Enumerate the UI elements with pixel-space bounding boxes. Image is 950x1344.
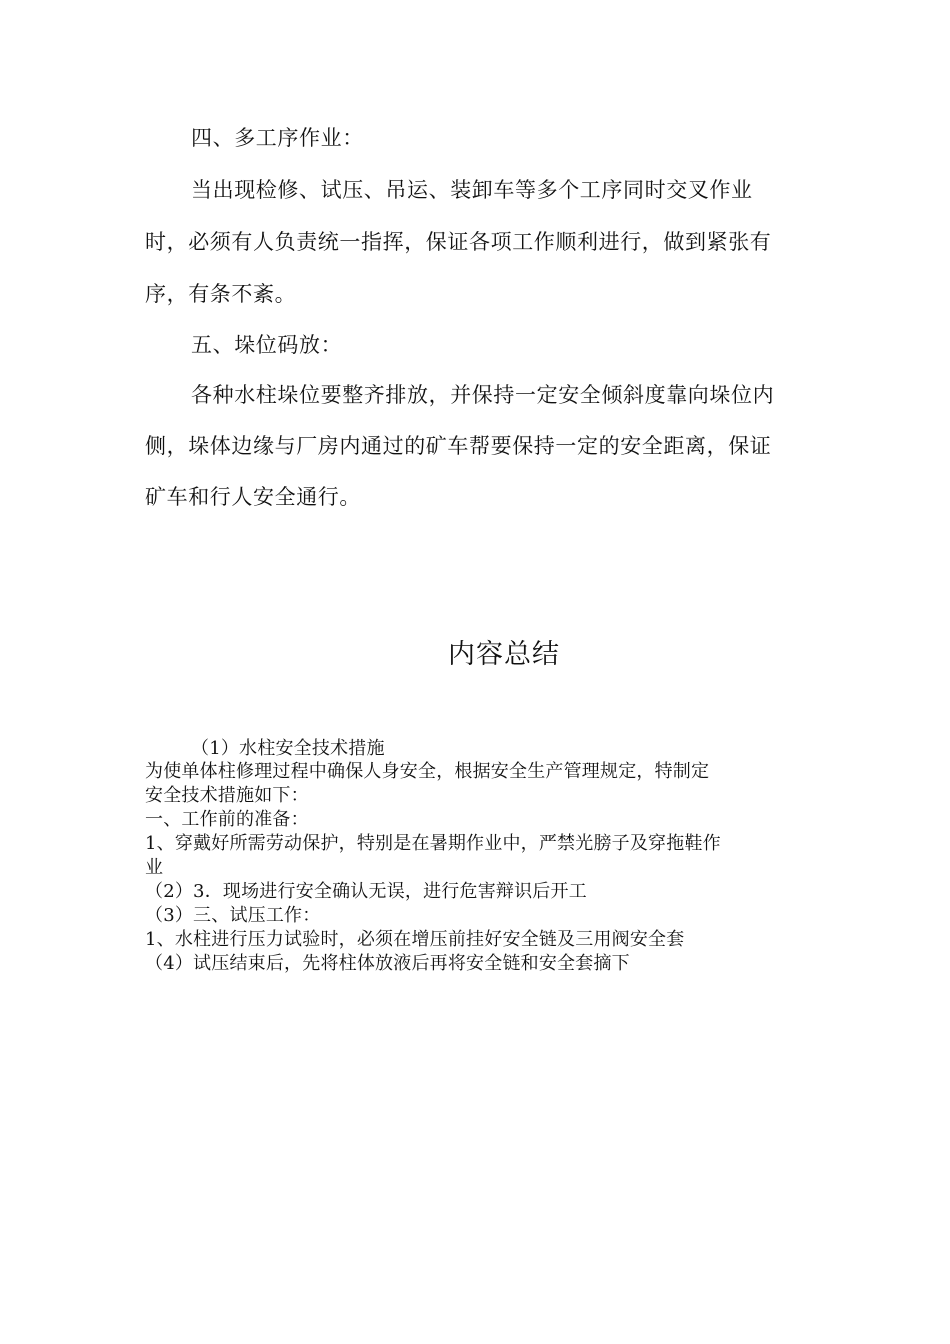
summary-line-10: （4）试压结束后，先将柱体放液后再将安全链和安全套摘下 (145, 953, 630, 974)
summary-line-7: （2）3．现场进行安全确认无误，进行危害辩识后开工 (145, 881, 587, 902)
section5-line-2: 侧，垛体边缘与厂房内通过的矿车帮要保持一定的安全距离，保证 (145, 434, 772, 458)
section5-line-3: 矿车和行人安全通行。 (145, 485, 361, 509)
summary-line-6: 业 (145, 857, 164, 878)
summary-line-8: （3）三、试压工作： (145, 905, 321, 926)
summary-line-5: 1、穿戴好所需劳动保护，特别是在暑期作业中，严禁光膀子及穿拖鞋作 (145, 833, 721, 854)
summary-line-2: 为使单体柱修理过程中确保人身安全，根据安全生产管理规定，特制定 (145, 761, 710, 782)
section4-line-3: 序，有条不紊。 (145, 282, 297, 306)
summary-line-3: 安全技术措施如下： (145, 785, 309, 806)
section4-line-1: 当出现检修、试压、吊运、装卸车等多个工序同时交叉作业 (191, 178, 753, 202)
section4-line-2: 时，必须有人负责统一指挥，保证各项工作顺利进行，做到紧张有 (145, 230, 772, 254)
section4-heading: 四、多工序作业： (191, 126, 364, 150)
section5-line-1: 各种水柱垛位要整齐排放，并保持一定安全倾斜度靠向垛位内 (191, 383, 775, 407)
summary-line-4: 一、工作前的准备： (145, 809, 309, 830)
summary-line-9: 1、水柱进行压力试验时，必须在增压前挂好安全链及三用阀安全套 (145, 929, 685, 950)
summary-title: 内容总结 (448, 639, 560, 670)
section5-heading: 五、垛位码放： (191, 333, 343, 357)
summary-line-1: （1）水柱安全技术措施 (191, 738, 385, 759)
